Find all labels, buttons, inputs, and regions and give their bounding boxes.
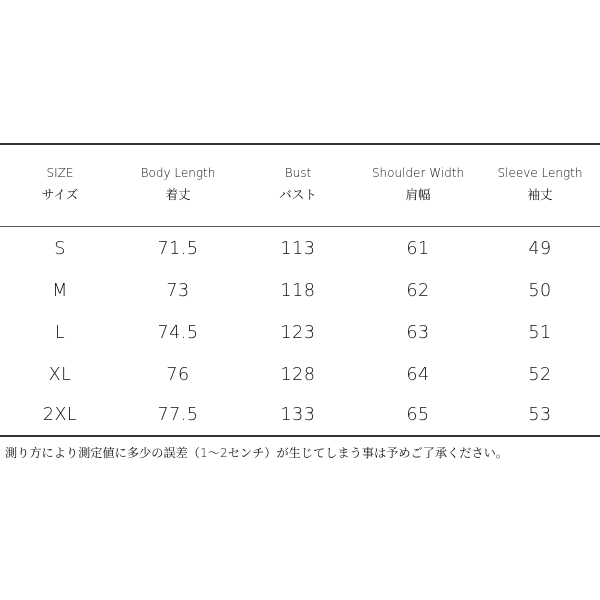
size-cell: 2XL xyxy=(42,405,78,425)
body-length-cell: 77.5 xyxy=(157,405,199,425)
size-cell: M xyxy=(52,281,68,301)
shoulder-width-cell: 62 xyxy=(406,281,430,301)
sleeve-length-cell: 53 xyxy=(528,405,552,425)
bust-cell: 128 xyxy=(280,365,316,385)
sleeve-length-cell: 50 xyxy=(528,281,552,301)
measurement-disclaimer: 測り方により測定値に多少の誤差（1〜2センチ）が生じてしまう事は予めご了承ください。 xyxy=(5,446,509,460)
bust-cell: 123 xyxy=(280,323,316,343)
table-row xyxy=(0,234,600,264)
body-length-cell: 76 xyxy=(166,365,190,385)
table-header-rule xyxy=(0,226,600,227)
sleeve-length-cell: 51 xyxy=(528,323,552,343)
table-row xyxy=(0,318,600,348)
shoulder-width-cell: 61 xyxy=(406,239,430,259)
table-top-rule xyxy=(0,143,600,145)
table-bottom-rule xyxy=(0,435,600,437)
header-size: SIZE サイズ xyxy=(41,166,79,202)
shoulder-width-cell: 64 xyxy=(406,365,430,385)
sleeve-length-cell: 49 xyxy=(528,239,552,259)
header-sleeve-length: Sleeve Length 袖丈 xyxy=(497,166,583,202)
table-row xyxy=(0,360,600,390)
header-body-length: Body Length 着丈 xyxy=(140,166,216,202)
header-shoulder-width: Shoulder Width 肩幅 xyxy=(371,166,465,202)
body-length-cell: 74.5 xyxy=(157,323,199,343)
shoulder-width-cell: 63 xyxy=(406,323,430,343)
bust-cell: 133 xyxy=(280,405,316,425)
table-row xyxy=(0,400,600,430)
header-bust: Bust バスト xyxy=(279,166,317,202)
body-length-cell: 73 xyxy=(166,281,190,301)
table-row xyxy=(0,276,600,306)
size-cell: S xyxy=(54,239,66,259)
shoulder-width-cell: 65 xyxy=(406,405,430,425)
sleeve-length-cell: 52 xyxy=(528,365,552,385)
bust-cell: 113 xyxy=(280,239,316,259)
body-length-cell: 71.5 xyxy=(157,239,199,259)
size-cell: XL xyxy=(48,365,72,385)
bust-cell: 118 xyxy=(280,281,316,301)
size-cell: L xyxy=(54,323,66,343)
